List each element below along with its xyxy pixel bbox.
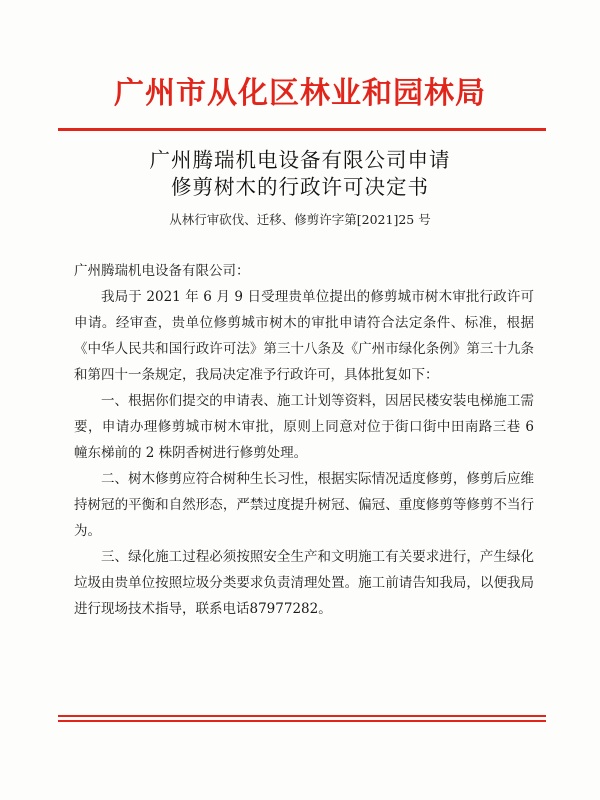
paragraph-intro: 我局于 2021 年 6 月 9 日受理贵单位提出的修剪城市树木审批行政许可申请。经审查，贵单位修剪城市树木的审批申请符合法定条件、标准，根据《中华人民共和国行政许可法》第三十八条及《广州市绿化条例》第三十九条和第四十一条规定，我局决定准予行政许可，具体批复如下：: [74, 289, 534, 383]
paragraph-item-3: 三、绿化施工过程必须按照安全生产和文明施工有关要求进行，产生绿化垃圾由贵单位按照垃圾分类要求负责清理处置。施工前请告知我局，以便我局进行现场技术指导，联系电话87977282。: [74, 549, 534, 617]
title-line-2: 修剪树木的行政许可决定书: [171, 175, 429, 199]
paragraph-item-2: 二、树木修剪应符合树种生长习性，根据实际情况适度修剪，修剪后应维持树冠的平衡和自然形态，严禁过度提升树冠、偏冠、重度修剪等修剪不当行为。: [74, 471, 534, 539]
document-number: 从林行审砍伐、迁移、修剪许字第[2021]25 号: [169, 212, 431, 227]
paragraph-item-1: 一、根据你们提交的申请表、施工计划等资料，因居民楼安装电梯施工需要，申请办理修剪城市树木审批，原则上同意对位于街口街中田南路三巷 6 幢东梯前的 2 株阴香树进行修剪处理。: [74, 393, 534, 461]
document-body: [74, 258, 534, 622]
issuing-authority-header: 广州市从化区林业和园林局: [114, 76, 486, 111]
footer-red-rule-lower: [58, 720, 546, 722]
title-line-1: 广州腾瑞机电设备有限公司申请: [149, 148, 451, 172]
header-red-rule: [58, 128, 546, 131]
document-title: [0, 147, 600, 201]
footer-red-rule-upper: [58, 715, 546, 717]
salutation: 广州腾瑞机电设备有限公司：: [74, 263, 250, 279]
